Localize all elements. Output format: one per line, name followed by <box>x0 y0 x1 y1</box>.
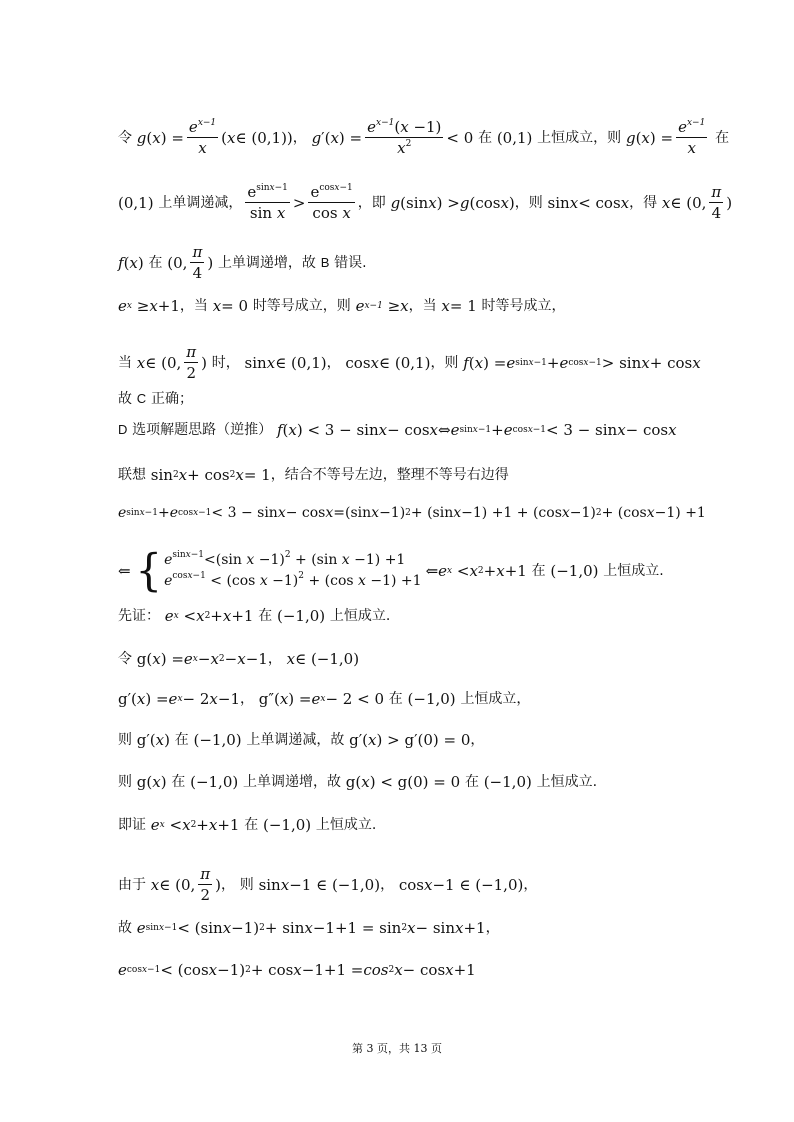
line-2: (0,1) 上单调递减， $\frac{e^{sinx-1}}{\text{sin x}}$ > $\frac{e^{cosx-1}}{\text{cos x}}$ ，即 g (sin x ) > g (cos x ) ，则 sin x < cos x ，得 x ∈ (0, $\frac{\pi}{4}$ ) <box>118 183 733 222</box>
cases-system: { $e^{sinx-1}<(\sin$ x −1)$^2$ + (sin x −1) +1 $e^{cosx-1} < (\cos$ x −1)$^2$ + (cos x −1) +1 <box>135 544 422 597</box>
line-16: 即证 e x < x 2 + x +1 在 (−1,0) 上恒成立. <box>118 816 377 834</box>
line-3: f ( x ) 在 (0, $\frac{\pi}{4}$ ) 上单调递增，故 B 错误. <box>118 243 367 282</box>
page-footer: 第 3 页，共 13 页 <box>352 1042 442 1055</box>
line-15: 则 g( x ) 在 (−1,0) 上单调递增，故 g( x ) < g(0) = 0 在 (−1,0) 上恒成立. <box>118 773 598 791</box>
line-4: e x ≥ x +1 ，当 x = 0 时等号成立，则 e x−1 ≥ x ，当 x = 1 时等号成立， <box>118 297 566 315</box>
line-12: 令 g( x ) = e x − x 2 − x −1 ， x ∈ (−1,0) <box>118 650 360 668</box>
line-11: 先证： e x < x 2 + x +1 在 (−1,0) 上恒成立. <box>118 607 391 625</box>
line-17: 由于 x ∈ (0, $\frac{\pi}{2}$ ) ， 则 sin x −1 ∈ (−1,0) ， cos x −1 ∈ (−1,0) ， <box>118 865 538 904</box>
line-1: 令 g ( x ) = $\frac{e^{x-1}}{x}$ ( x ∈ (0,1)) ， g ′( x ) = $\frac{e^{x-1}(x -1)}{x^2}$ < 0 在 (0,1) 上恒成立，则 g ( x ) = $\frac{e^{x-1}}{x}$ 在 <box>118 118 730 157</box>
line-19: e cosx−1 < (cos x −1) 2 + cos x −1+1 = cos 2 x − cos x +1 <box>118 961 476 979</box>
line-13: g′( x ) = e x − 2 x −1 ， g″( x ) = e x − 2 < 0 在 (−1,0) 上恒成立， <box>118 690 531 708</box>
line-7: D 选项解题思路（逆推） f ( x ) < 3 − sin x − cos x ⇔ e sinx−1 + e cosx−1 < 3 − sin x − cos x <box>118 421 677 439</box>
line-5: 当 x ∈ (0, $\frac{\pi}{2}$ ) 时， sin x ∈ (0,1) ， cos x ∈ (0,1) ，则 f ( x ) = e sinx−1 + e cosx−1 > sin x + cos x <box>118 343 701 382</box>
line-18: 故 e sinx−1 < (sin x −1) 2 + sin x −1+1 = sin 2 x − sin x +1 ， <box>118 919 500 937</box>
line-9: e sinx−1 + e cosx−1 < 3 − sin x − cos x =(sin x −1) 2 + (sin x −1) +1 + (cos x −1) 2 + (cos x −1) +1 <box>118 505 706 521</box>
line-10: ⇐ { $e^{sinx-1}<(\sin$ x −1)$^2$ + (sin x −1) +1 $e^{cosx-1} < (\cos$ x −1)$^2$ + (cos x −1) +1 ⇐ e x < x 2 + x +1 在 (−1,0) 上恒成立. <box>118 544 664 597</box>
line-8: 联想 sin 2 x + cos 2 x = 1 ，结合不等号左边，整理不等号右边得 <box>118 466 509 484</box>
line-14: 则 g′( x ) 在 (−1,0) 上单调递减，故 g′( x ) > g′(0) = 0 ， <box>118 731 485 749</box>
line-6: 故 C 正确； <box>118 391 193 407</box>
